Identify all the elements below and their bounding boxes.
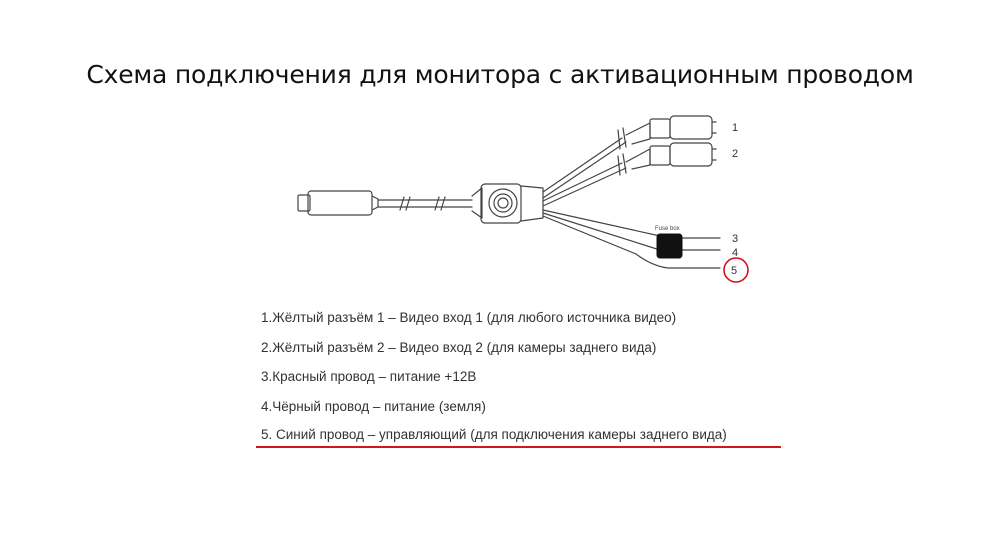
fuse-box xyxy=(657,234,682,258)
legend-item-5-underline xyxy=(256,446,781,448)
legend-item-1: 1.Жёлтый разъём 1 – Видео вход 1 (для любого источника видео) xyxy=(261,310,677,325)
legend-item-2: 2.Жёлтый разъём 2 – Видео вход 2 (для камеры заднего вида) xyxy=(261,340,657,355)
wire-number-3: 3 xyxy=(732,233,739,245)
junction-hub xyxy=(472,184,543,223)
fuse-box-label: Fuse box xyxy=(655,226,680,232)
legend-item-3: 3.Красный провод – питание +12В xyxy=(261,369,477,384)
wire-number-2: 2 xyxy=(732,148,739,160)
wire-3-power xyxy=(543,210,720,238)
wire-number-5: 5 xyxy=(731,265,738,277)
wire-5-control xyxy=(543,216,720,268)
wire-number-4: 4 xyxy=(732,247,739,259)
legend-item-5: 5. Синий провод – управляющий (для подключения камеры заднего вида) xyxy=(261,427,727,442)
wire-4-ground xyxy=(543,213,720,250)
diagram-title: Схема подключения для монитора с активационным проводом xyxy=(86,60,914,89)
wire-number-1: 1 xyxy=(732,122,739,134)
legend-item-4: 4.Чёрный провод – питание (земля) xyxy=(261,399,486,414)
main-cable xyxy=(378,197,472,210)
wire-1-rca xyxy=(543,116,716,198)
main-plug xyxy=(298,191,378,215)
